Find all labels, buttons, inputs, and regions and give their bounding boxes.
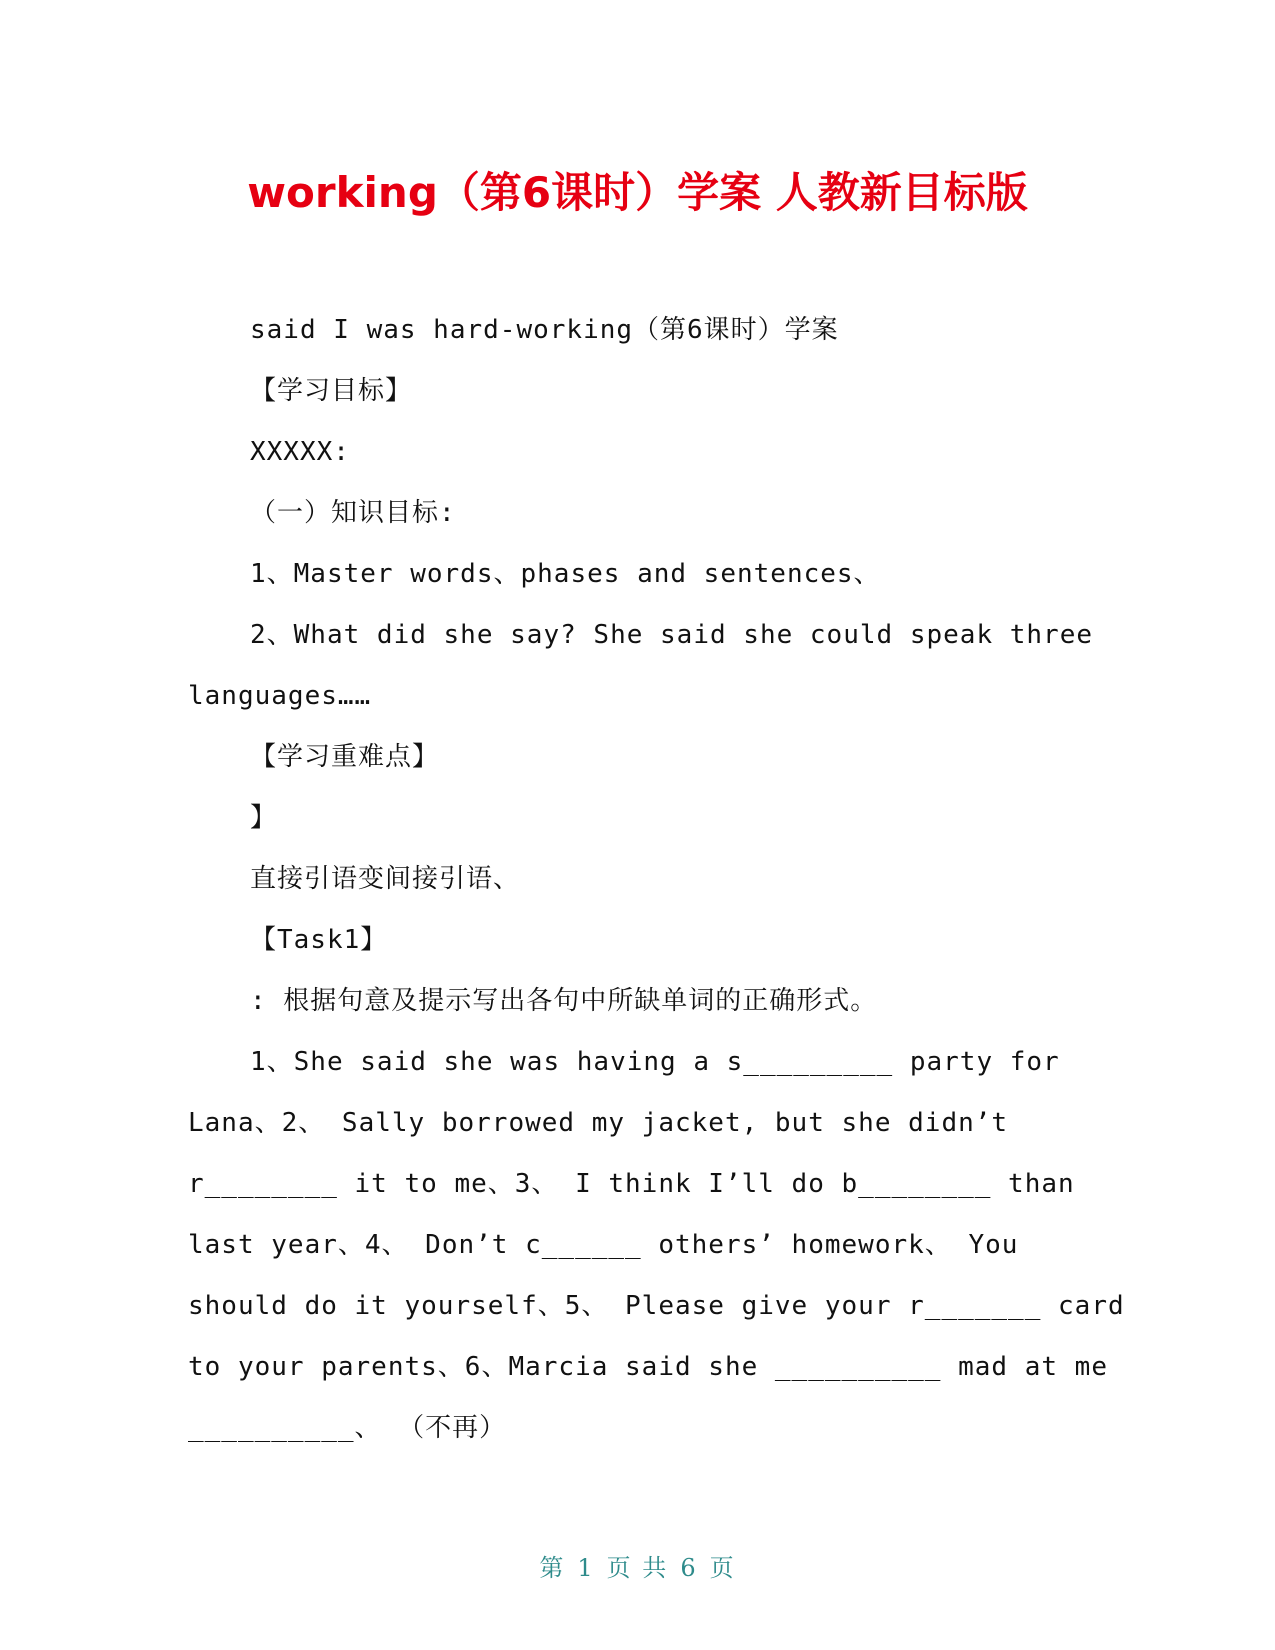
list-item: 2、What did she say? She said she could speak three xyxy=(250,620,1094,650)
list-item-continuation: languages…… xyxy=(188,681,372,711)
footer-prefix: 第 xyxy=(539,1554,566,1582)
list-item: 1、Master words、phases and sentences、 xyxy=(250,559,881,589)
exercise-line: __________、 （不再） xyxy=(188,1413,507,1443)
exercise-line: Lana、2、 Sally borrowed my jacket, but she didn’t xyxy=(188,1108,1009,1138)
section-heading-task1: 【Task1】 xyxy=(250,925,388,955)
body-line: 直接引语变间接引语、 xyxy=(250,864,521,894)
exercise-line: to your parents、6、Marcia said she __________ mad at me xyxy=(188,1352,1108,1382)
subtitle-line: said I was hard-working（第6课时）学案 xyxy=(250,315,839,345)
total-pages-number: 6 xyxy=(680,1554,698,1582)
exercise-line: r________ it to me、3、 I think I’ll do b________ than xyxy=(188,1169,1075,1199)
subsection-heading-knowledge: （一）知识目标: xyxy=(250,498,456,528)
exercise-line: last year、4、 Don’t c______ others’ homework、 You xyxy=(188,1230,1019,1260)
page-footer xyxy=(0,1548,1275,1583)
task-instruction: : 根据句意及提示写出各句中所缺单词的正确形式。 xyxy=(250,986,878,1016)
body-line: 】 xyxy=(250,803,278,833)
footer-middle: 页 共 xyxy=(606,1554,669,1582)
exercise-line: should do it yourself、5、 Please give your r_______ card xyxy=(188,1291,1125,1321)
section-heading-objectives: 【学习目标】 xyxy=(250,376,413,406)
body-line: XXXXX: xyxy=(250,437,350,467)
footer-suffix: 页 xyxy=(709,1554,736,1582)
section-heading-key-points: 【学习重难点】 xyxy=(250,742,440,772)
exercise-line: 1、She said she was having a s_________ party for xyxy=(250,1047,1060,1077)
document-title: working（第6课时）学案 人教新目标版 xyxy=(247,168,1028,217)
document-body xyxy=(188,300,1125,1459)
current-page-number: 1 xyxy=(577,1554,595,1582)
